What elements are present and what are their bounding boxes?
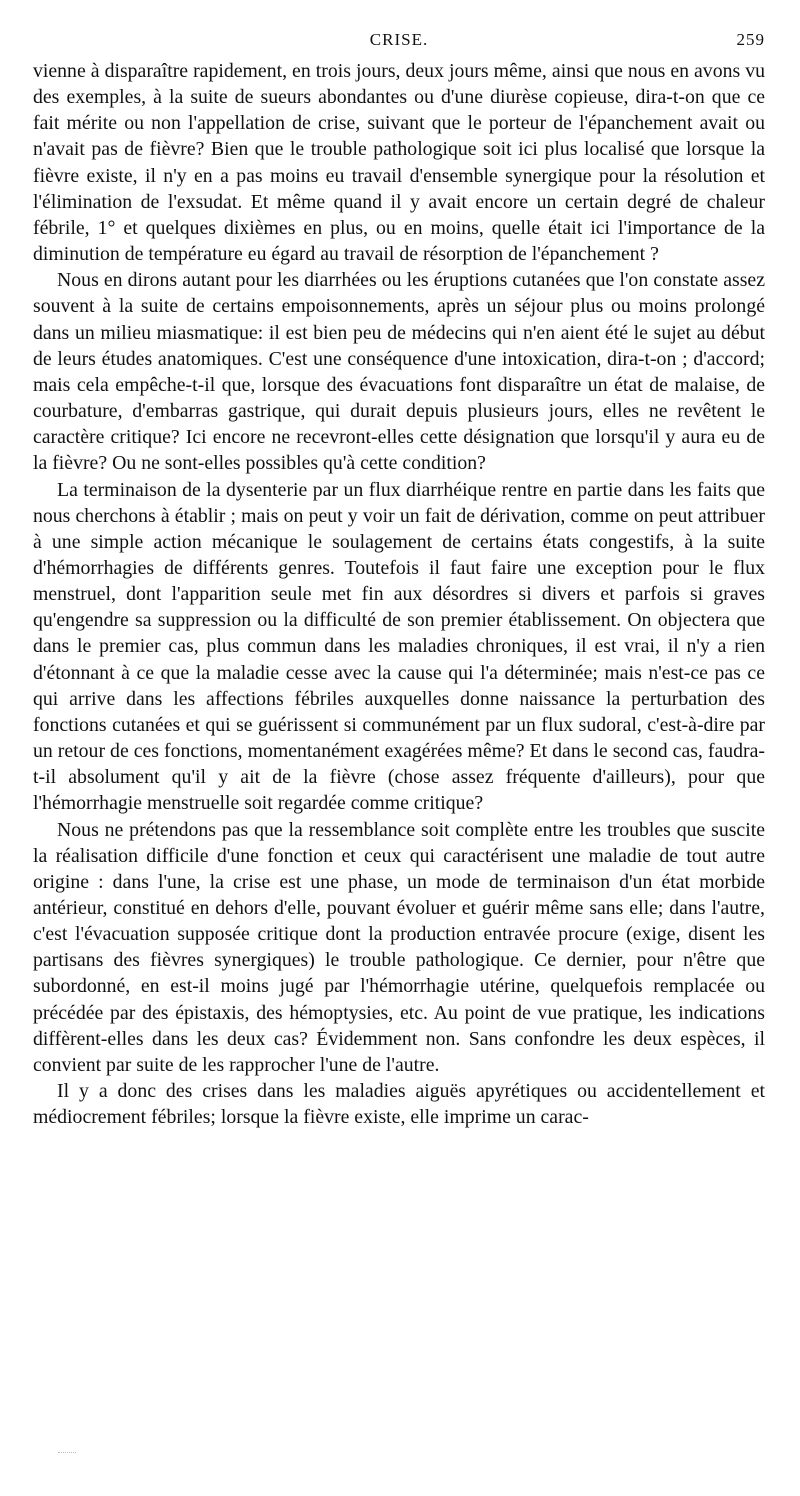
paragraph-continued: vienne à disparaître rapidement, en trois jours, deux jours même, ainsi que nous en avons vu des exemples, à la suite de sueurs abondantes ou d'une diurèse copieuse, dira-t-on que ce fait mérite ou non l'appellation de crise, suivant que le porteur de l'épanchement avait ou n'avait pas de fièvre? Bien que le trouble pathologique soit ici plus localisé que lorsque la fièvre existe, il n'y en a pas moins eu travail d'ensemble synergique pour la résolution et l'élimination de l'exsudat. Et même quand il y avait encore un certain degré de chaleur fébrile, 1° et quelques dixièmes en plus, ou en moins, quelle était ici l'importance de la diminution de température eu égard au travail de résorption de l'épanchement ? — [33, 60, 765, 266]
page-number: 259 — [736, 30, 765, 49]
body-text — [33, 58, 765, 1130]
running-header — [33, 30, 765, 58]
paragraph: Il y a donc des crises dans les maladies aiguës apyrétiques ou accidentellement et médiocrement fébriles; lorsque la fièvre existe, elle imprime un carac- — [33, 1080, 765, 1129]
footer-mark — [58, 1452, 76, 1453]
running-title: CRISE. — [369, 30, 429, 49]
paragraph: Nous ne prétendons pas que la ressemblance soit complète entre les troubles que suscite la réalisation difficile d'une fonction et ceux qui caractérisent une maladie de tout autre origine : dans l'une, la crise est une phase, un mode de terminaison d'un état morbide antérieur, constitué en dehors d'elle, pouvant évoluer et guérir même sans elle; dans l'autre, c'est l'évacuation supposée critique dont la production entravée procure (exige, disent les partisans des fièvres synergiques) le trouble pathologique. Ce dernier, pour n'être que subordonné, en est-il moins jugé par l'hémorrhagie utérine, quelquefois remplacée ou précédée par des épistaxis, des hémoptysies, etc. Au point de vue pratique, les indications diffèrent-elles dans les deux cas? Évidemment non. Sans confondre les deux espèces, il convient par suite de les rapprocher l'une de l'autre. — [33, 818, 765, 1076]
paragraph: Nous en dirons autant pour les diarrhées ou les éruptions cutanées que l'on constate assez souvent à la suite de certains empoisonnements, après un séjour plus ou moins prolongé dans un milieu miasmatique: il est bien peu de médecins qui n'en aient été le sujet au début de leurs études anatomiques. C'est une conséquence d'une intoxication, dira-t-on ; d'accord; mais cela empêche-t-il que, lorsque des évacuations font disparaître un état de malaise, de courbature, d'embarras gastrique, qui durait depuis plusieurs jours, elles ne revêtent le caractère critique? Ici encore ne recevront-elles cette désignation que lorsqu'il y aura eu de la fièvre? Ou ne sont-elles possibles qu'à cette condition? — [33, 269, 765, 475]
paragraph: La terminaison de la dysenterie par un flux diarrhéique rentre en partie dans les faits que nous cherchons à établir ; mais on peut y voir un fait de dérivation, comme on peut attribuer à une simple action mécanique le soulagement de certains états congestifs, à la suite d'hémorrhagies de différents genres. Toutefois il faut faire une exception pour le flux menstruel, dont l'apparition seule met fin aux désordres si divers et parfois si graves qu'engendre sa suppression ou la difficulté de son premier établissement. On objectera que dans le premier cas, plus commun dans les maladies chroniques, il est vrai, il n'y a rien d'étonnant à ce que la maladie cesse avec la cause qui l'a déterminée; mais n'est-ce pas ce qui arrive dans les affections fébriles auxquelles donne naissance la perturbation des fonctions cutanées et qui se guérissent si communément par un flux sudoral, c'est-à-dire par un retour de ces fonctions, momentanément exagérées même? Et dans le second cas, faudra-t-il absolument qu'il y ait de la fièvre (chose assez fréquente d'ailleurs), pour que l'hémorrhagie menstruelle soit regardée comme critique? — [33, 478, 765, 815]
